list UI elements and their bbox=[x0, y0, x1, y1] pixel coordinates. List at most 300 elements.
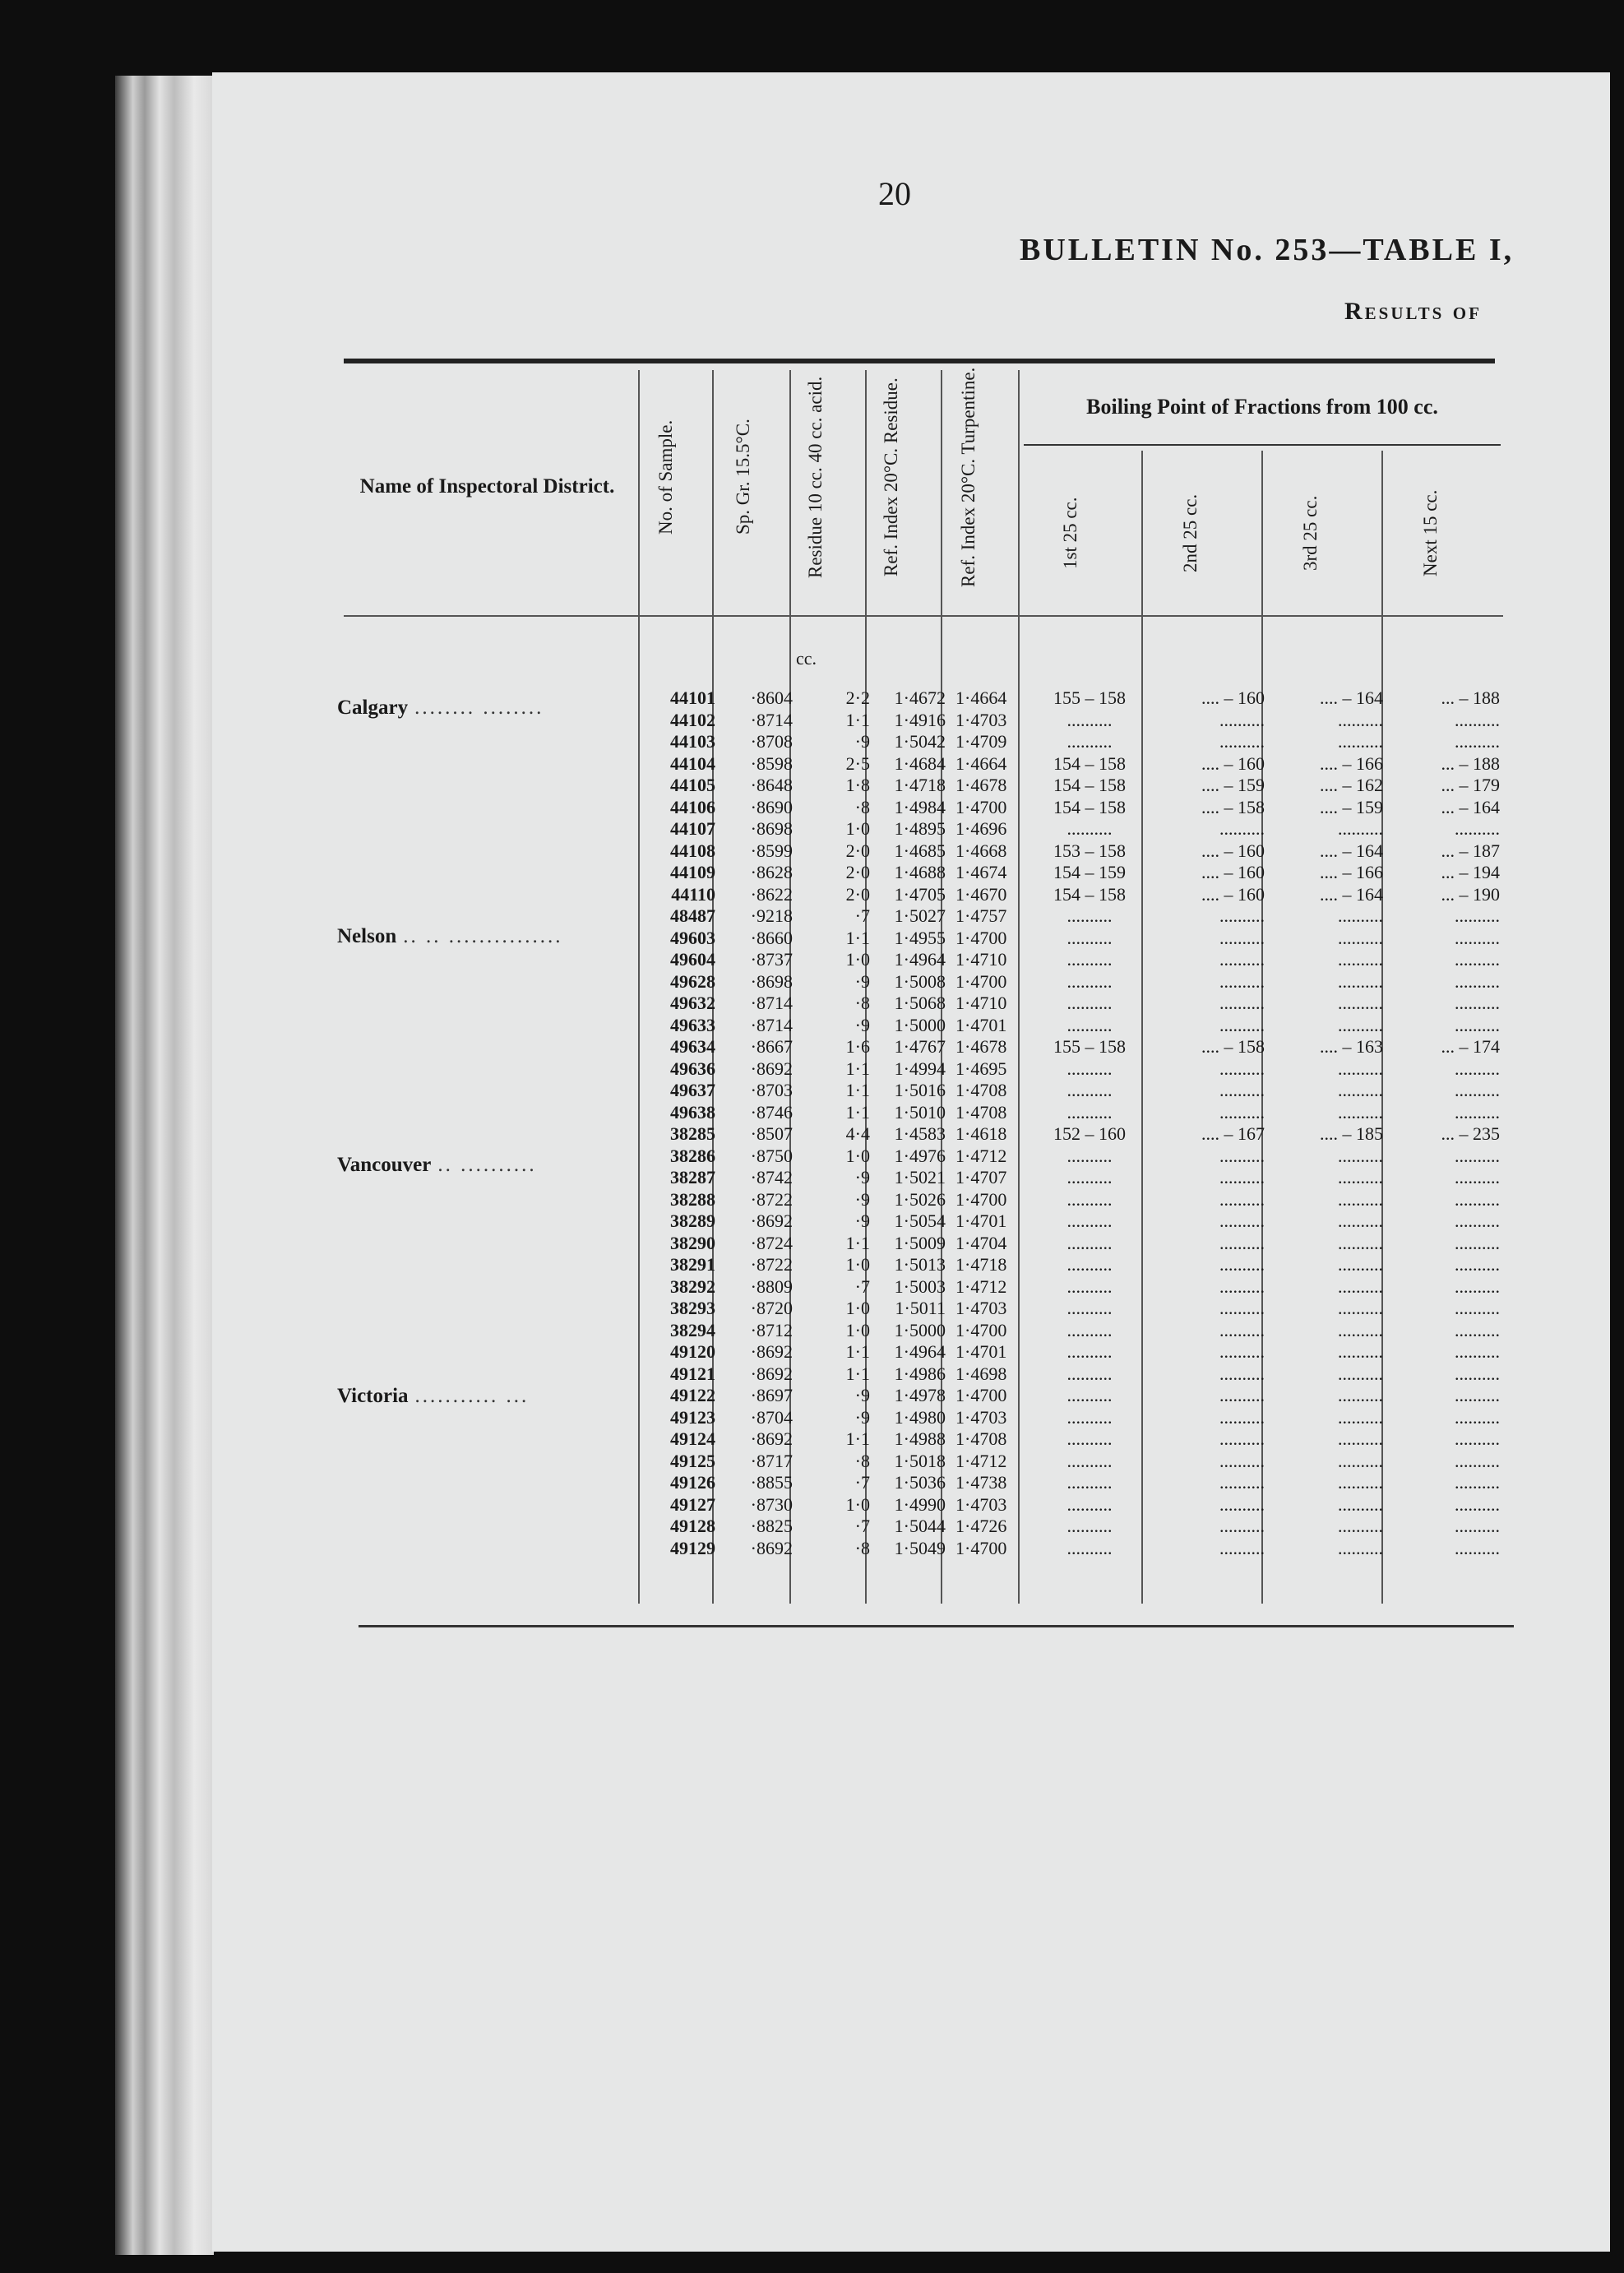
cell-ref-index-turpentine: 1·4708 bbox=[955, 1080, 1007, 1100]
cell-sp-gr: ·8704 bbox=[750, 1406, 793, 1428]
cell-frac2: .... – 158 bbox=[1201, 796, 1265, 817]
header-ref-index-turpentine: Ref. Index 20°C. Turpentine. bbox=[958, 367, 979, 587]
cell-sample-no: 38288 bbox=[670, 1188, 715, 1210]
cell-sample-no: 38294 bbox=[670, 1319, 715, 1340]
cell-frac3: .......... bbox=[1338, 1472, 1383, 1493]
cell-residue: 2·0 bbox=[845, 862, 870, 882]
cell-frac4: .......... bbox=[1455, 1232, 1500, 1253]
cell-frac3: .... – 166 bbox=[1320, 752, 1383, 774]
cell-frac1: .......... bbox=[1066, 1516, 1113, 1536]
cell-frac4: .......... bbox=[1455, 1385, 1500, 1405]
cell-frac2: .... – 160 bbox=[1201, 883, 1265, 905]
cell-frac4: .......... bbox=[1455, 1080, 1500, 1100]
cell-frac3: .......... bbox=[1338, 1537, 1383, 1558]
cell-residue: 1·0 bbox=[845, 1145, 870, 1166]
cell-frac3: .... – 159 bbox=[1320, 796, 1383, 817]
cell-ref-index-residue: 1·5011 bbox=[895, 1298, 946, 1318]
table-row bbox=[646, 928, 1505, 950]
table-row bbox=[646, 1015, 1505, 1037]
cell-sample-no: 49603 bbox=[670, 927, 715, 948]
cell-frac1: .......... bbox=[1066, 1363, 1113, 1384]
table-row bbox=[646, 1385, 1505, 1407]
table-row bbox=[646, 1146, 1505, 1168]
cell-residue: ·9 bbox=[854, 1014, 870, 1035]
cell-ref-index-residue: 1·5068 bbox=[894, 993, 946, 1013]
cell-sample-no: 49126 bbox=[670, 1472, 715, 1493]
table-row bbox=[646, 731, 1505, 753]
cell-ref-index-residue: 1·5021 bbox=[894, 1167, 946, 1187]
cell-sp-gr: ·8712 bbox=[750, 1319, 793, 1340]
table-row bbox=[646, 775, 1505, 797]
cell-ref-index-residue: 1·4964 bbox=[894, 949, 946, 970]
cell-sp-gr: ·8855 bbox=[750, 1472, 793, 1493]
header-frac1: 1st 25 cc. bbox=[1060, 497, 1080, 569]
cell-residue: 1·1 bbox=[845, 1101, 870, 1123]
cell-frac1: .......... bbox=[1066, 1472, 1113, 1493]
cell-ref-index-residue: 1·5036 bbox=[894, 1472, 946, 1493]
cell-ref-index-residue: 1·5049 bbox=[894, 1537, 946, 1558]
table-row bbox=[646, 1080, 1505, 1102]
cell-sample-no: 49633 bbox=[670, 1014, 715, 1035]
cell-frac4: .......... bbox=[1455, 1145, 1500, 1166]
cell-ref-index-residue: 1·5044 bbox=[894, 1516, 946, 1536]
cell-frac2: .......... bbox=[1219, 905, 1265, 926]
cell-frac1: .......... bbox=[1066, 1101, 1113, 1123]
cell-frac3: .......... bbox=[1338, 993, 1383, 1013]
cell-frac3: .... – 185 bbox=[1320, 1123, 1383, 1144]
cell-residue: 1·0 bbox=[845, 949, 870, 970]
page-number: 20 bbox=[878, 175, 911, 212]
cell-frac4: .......... bbox=[1455, 1428, 1500, 1449]
cell-frac2: .... – 160 bbox=[1201, 752, 1265, 774]
cell-frac2: .......... bbox=[1219, 949, 1265, 970]
cell-residue: 1·0 bbox=[845, 1298, 870, 1318]
cell-ref-index-residue: 1·4583 bbox=[894, 1123, 946, 1144]
cell-frac1: .......... bbox=[1066, 709, 1113, 730]
cell-sample-no: 38289 bbox=[670, 1211, 715, 1231]
cell-frac1: .......... bbox=[1066, 1254, 1113, 1275]
cell-frac2: .......... bbox=[1219, 1516, 1265, 1536]
cell-ref-index-turpentine: 1·4700 bbox=[955, 970, 1007, 992]
table-row bbox=[646, 949, 1505, 971]
cell-ref-index-turpentine: 1·4696 bbox=[955, 818, 1007, 839]
cell-frac1: .......... bbox=[1066, 970, 1113, 992]
cell-sample-no: 49638 bbox=[670, 1101, 715, 1123]
cell-frac2: .......... bbox=[1219, 993, 1265, 1013]
cell-ref-index-turpentine: 1·4674 bbox=[955, 862, 1007, 882]
residue-unit: cc. bbox=[796, 648, 817, 669]
cell-sp-gr: ·8703 bbox=[750, 1080, 793, 1100]
cell-frac3: .......... bbox=[1338, 1406, 1383, 1428]
cell-frac1: .......... bbox=[1066, 1493, 1113, 1515]
cell-frac2: .......... bbox=[1219, 1385, 1265, 1405]
bulletin-title: BULLETIN No. 253—TABLE I, bbox=[1020, 233, 1515, 267]
cell-frac2: .... – 160 bbox=[1201, 687, 1265, 708]
cell-ref-index-residue: 1·5009 bbox=[894, 1232, 946, 1253]
cell-ref-index-residue: 1·4705 bbox=[894, 883, 946, 905]
cell-residue: ·8 bbox=[854, 1537, 870, 1558]
cell-frac2: .... – 160 bbox=[1201, 862, 1265, 882]
cell-sample-no: 44101 bbox=[670, 687, 715, 708]
cell-residue: ·9 bbox=[854, 1385, 870, 1405]
cell-frac2: .......... bbox=[1219, 970, 1265, 992]
cell-frac2: .... – 160 bbox=[1201, 840, 1265, 861]
cell-sp-gr: ·8722 bbox=[750, 1188, 793, 1210]
cell-ref-index-residue: 1·4978 bbox=[894, 1385, 946, 1405]
cell-frac4: .......... bbox=[1455, 1188, 1500, 1210]
cell-frac1: .......... bbox=[1066, 1058, 1113, 1079]
cell-sample-no: 49637 bbox=[670, 1080, 715, 1100]
district-calgary: Calgary ........ ........ bbox=[337, 697, 544, 719]
cell-ref-index-turpentine: 1·4664 bbox=[955, 752, 1007, 774]
cell-residue: 1·1 bbox=[845, 1363, 870, 1384]
cell-frac2: .......... bbox=[1219, 1319, 1265, 1340]
cell-frac1: .......... bbox=[1066, 1145, 1113, 1166]
cell-sample-no: 38293 bbox=[670, 1298, 715, 1318]
cell-ref-index-residue: 1·5026 bbox=[894, 1188, 946, 1210]
cell-sp-gr: ·8598 bbox=[750, 752, 793, 774]
header-frac2: 2nd 25 cc. bbox=[1180, 493, 1201, 572]
cell-sample-no: 44105 bbox=[670, 775, 715, 795]
cell-ref-index-turpentine: 1·4701 bbox=[955, 1014, 1007, 1035]
cell-ref-index-residue: 1·4984 bbox=[894, 796, 946, 817]
cell-frac4: ... – 188 bbox=[1441, 687, 1500, 708]
cell-frac3: .......... bbox=[1338, 1493, 1383, 1515]
cell-ref-index-turpentine: 1·4678 bbox=[955, 775, 1007, 795]
cell-frac3: .......... bbox=[1338, 1319, 1383, 1340]
cell-frac1: 154 – 158 bbox=[1053, 752, 1126, 774]
cell-sp-gr: ·8724 bbox=[750, 1232, 793, 1253]
cell-frac1: .......... bbox=[1066, 1385, 1113, 1405]
cell-frac1: .......... bbox=[1066, 1341, 1113, 1362]
cell-sample-no: 38287 bbox=[670, 1167, 715, 1187]
cell-frac1: .......... bbox=[1066, 1014, 1113, 1035]
table-row bbox=[646, 797, 1505, 819]
cell-ref-index-turpentine: 1·4704 bbox=[955, 1232, 1007, 1253]
cell-sample-no: 44103 bbox=[670, 731, 715, 752]
cell-sample-no: 49125 bbox=[670, 1450, 715, 1471]
header-sample-no: No. of Sample. bbox=[655, 419, 676, 535]
header-residue: Residue 10 cc. 40 cc. acid. bbox=[805, 376, 826, 578]
cell-sp-gr: ·8720 bbox=[750, 1298, 793, 1318]
cell-frac2: .......... bbox=[1219, 1493, 1265, 1515]
cell-frac1: .......... bbox=[1066, 1211, 1113, 1231]
cell-sample-no: 44107 bbox=[670, 818, 715, 839]
table-row bbox=[646, 1211, 1505, 1233]
cell-residue: 1·1 bbox=[845, 1341, 870, 1362]
cell-frac4: .......... bbox=[1455, 1363, 1500, 1384]
table-row bbox=[646, 1538, 1505, 1560]
cell-ref-index-residue: 1·5008 bbox=[894, 970, 946, 992]
cell-ref-index-turpentine: 1·4700 bbox=[955, 796, 1007, 817]
table-row bbox=[646, 1320, 1505, 1342]
cell-frac1: .......... bbox=[1066, 1275, 1113, 1297]
cell-ref-index-turpentine: 1·4712 bbox=[955, 1275, 1007, 1297]
cell-residue: 1·1 bbox=[845, 1428, 870, 1449]
cell-sample-no: 49604 bbox=[670, 949, 715, 970]
cell-residue: ·9 bbox=[854, 1211, 870, 1231]
cell-frac4: .......... bbox=[1455, 1275, 1500, 1297]
cell-frac2: .... – 159 bbox=[1201, 775, 1265, 795]
cell-sp-gr: ·8730 bbox=[750, 1493, 793, 1515]
cell-ref-index-turpentine: 1·4678 bbox=[955, 1036, 1007, 1057]
cell-frac4: .......... bbox=[1455, 1406, 1500, 1428]
cell-frac2: .......... bbox=[1219, 1363, 1265, 1384]
cell-frac2: .......... bbox=[1219, 731, 1265, 752]
cell-frac1: .......... bbox=[1066, 1080, 1113, 1100]
cell-frac1: 154 – 158 bbox=[1053, 775, 1126, 795]
cell-residue: 1·1 bbox=[845, 1058, 870, 1079]
cell-ref-index-residue: 1·4986 bbox=[894, 1363, 946, 1384]
cell-residue: 1·8 bbox=[845, 775, 870, 795]
cell-frac4: .......... bbox=[1455, 970, 1500, 992]
cell-sp-gr: ·8708 bbox=[750, 731, 793, 752]
cell-ref-index-residue: 1·4994 bbox=[894, 1058, 946, 1079]
cell-frac3: .......... bbox=[1338, 927, 1383, 948]
cell-frac3: .......... bbox=[1338, 1298, 1383, 1318]
cell-frac3: .......... bbox=[1338, 905, 1383, 926]
cell-ref-index-turpentine: 1·4708 bbox=[955, 1101, 1007, 1123]
cell-residue: 1·6 bbox=[845, 1036, 870, 1057]
cell-ref-index-turpentine: 1·4701 bbox=[955, 1341, 1007, 1362]
table-row bbox=[646, 862, 1505, 884]
cell-sample-no: 38290 bbox=[670, 1232, 715, 1253]
cell-ref-index-residue: 1·4684 bbox=[894, 752, 946, 774]
cell-frac3: .......... bbox=[1338, 1516, 1383, 1536]
book-spine bbox=[115, 76, 214, 2255]
cell-ref-index-residue: 1·5000 bbox=[894, 1014, 946, 1035]
cell-frac1: 152 – 160 bbox=[1053, 1123, 1126, 1144]
cell-ref-index-turpentine: 1·4703 bbox=[955, 1298, 1007, 1318]
cell-frac1: .......... bbox=[1066, 1188, 1113, 1210]
cell-sp-gr: ·8697 bbox=[750, 1385, 793, 1405]
cell-sp-gr: ·8692 bbox=[750, 1211, 793, 1231]
cell-frac3: .......... bbox=[1338, 1450, 1383, 1471]
header-district: Name of Inspectoral District. bbox=[359, 475, 615, 498]
cell-sample-no: 49636 bbox=[670, 1058, 715, 1079]
cell-sp-gr: ·8714 bbox=[750, 993, 793, 1013]
table-row bbox=[646, 1036, 1505, 1058]
cell-sample-no: 44108 bbox=[670, 840, 715, 861]
cell-sp-gr: ·8722 bbox=[750, 1254, 793, 1275]
cell-ref-index-residue: 1·5027 bbox=[894, 905, 946, 926]
cell-ref-index-turpentine: 1·4703 bbox=[955, 1406, 1007, 1428]
cell-residue: ·8 bbox=[854, 796, 870, 817]
district-vancouver: Vancouver .. .......... bbox=[337, 1154, 537, 1176]
cell-sp-gr: ·8698 bbox=[750, 818, 793, 839]
cell-frac2: .......... bbox=[1219, 709, 1265, 730]
cell-ref-index-residue: 1·5010 bbox=[894, 1101, 946, 1123]
cell-sp-gr: ·8737 bbox=[750, 949, 793, 970]
cell-frac4: ... – 235 bbox=[1441, 1123, 1500, 1144]
cell-ref-index-turpentine: 1·4698 bbox=[955, 1363, 1007, 1384]
cell-ref-index-residue: 1·4672 bbox=[894, 687, 946, 708]
header-sp-gr: Sp. Gr. 15.5°C. bbox=[733, 419, 753, 535]
cell-frac4: .......... bbox=[1455, 927, 1500, 948]
cell-frac4: ... – 194 bbox=[1441, 862, 1500, 882]
cell-frac2: .......... bbox=[1219, 1406, 1265, 1428]
table-row bbox=[646, 1102, 1505, 1124]
table-row bbox=[646, 1276, 1505, 1299]
cell-frac3: .......... bbox=[1338, 1058, 1383, 1079]
cell-frac3: .......... bbox=[1338, 1101, 1383, 1123]
cell-ref-index-turpentine: 1·4712 bbox=[955, 1450, 1007, 1471]
cell-frac2: .......... bbox=[1219, 1428, 1265, 1449]
cell-sp-gr: ·8714 bbox=[750, 1014, 793, 1035]
table-row bbox=[646, 1516, 1505, 1538]
cell-frac2: .......... bbox=[1219, 1014, 1265, 1035]
cell-frac3: .... – 162 bbox=[1320, 775, 1383, 795]
cell-frac4: .......... bbox=[1455, 1014, 1500, 1035]
cell-frac2: .......... bbox=[1219, 1537, 1265, 1558]
cell-residue: 2·0 bbox=[845, 883, 870, 905]
cell-sample-no: 49127 bbox=[670, 1493, 715, 1515]
cell-frac4: .......... bbox=[1455, 949, 1500, 970]
cell-ref-index-turpentine: 1·4700 bbox=[955, 1319, 1007, 1340]
cell-sample-no: 49124 bbox=[670, 1428, 715, 1449]
cell-frac1: 155 – 158 bbox=[1053, 687, 1126, 708]
cell-sample-no: 38292 bbox=[670, 1275, 715, 1297]
cell-frac1: .......... bbox=[1066, 1537, 1113, 1558]
cell-ref-index-residue: 1·4976 bbox=[894, 1145, 946, 1166]
cell-sample-no: 44104 bbox=[670, 752, 715, 774]
cell-frac2: .... – 167 bbox=[1201, 1123, 1265, 1144]
cell-ref-index-turpentine: 1·4695 bbox=[955, 1058, 1007, 1079]
cell-frac2: .......... bbox=[1219, 1211, 1265, 1231]
cell-frac3: .......... bbox=[1338, 970, 1383, 992]
table-row bbox=[646, 1428, 1505, 1451]
cell-frac1: 154 – 159 bbox=[1053, 862, 1126, 882]
cell-frac1: .......... bbox=[1066, 993, 1113, 1013]
cell-ref-index-residue: 1·4980 bbox=[894, 1406, 946, 1428]
table-row bbox=[646, 710, 1505, 732]
cell-ref-index-turpentine: 1·4709 bbox=[955, 731, 1007, 752]
cell-frac3: .......... bbox=[1338, 731, 1383, 752]
cell-residue: ·9 bbox=[854, 970, 870, 992]
table-row bbox=[646, 1472, 1505, 1494]
cell-frac1: .......... bbox=[1066, 731, 1113, 752]
cell-sp-gr: ·8746 bbox=[750, 1101, 793, 1123]
cell-ref-index-turpentine: 1·4700 bbox=[955, 1188, 1007, 1210]
table-row bbox=[646, 1451, 1505, 1473]
cell-ref-index-turpentine: 1·4668 bbox=[955, 840, 1007, 861]
cell-frac3: .......... bbox=[1338, 1188, 1383, 1210]
table-row bbox=[646, 1167, 1505, 1189]
header-frac3: 3rd 25 cc. bbox=[1300, 495, 1321, 571]
cell-residue: ·8 bbox=[854, 1450, 870, 1471]
cell-frac3: .......... bbox=[1338, 1232, 1383, 1253]
cell-sp-gr: ·8809 bbox=[750, 1275, 793, 1297]
cell-ref-index-residue: 1·5016 bbox=[894, 1080, 946, 1100]
cell-sp-gr: ·8825 bbox=[750, 1516, 793, 1536]
cell-residue: 2·0 bbox=[845, 840, 870, 861]
cell-frac1: .......... bbox=[1066, 1450, 1113, 1471]
cell-frac4: ... – 174 bbox=[1441, 1036, 1500, 1057]
cell-sample-no: 49121 bbox=[670, 1363, 715, 1384]
bottom-rule bbox=[359, 1625, 1514, 1627]
cell-frac4: .......... bbox=[1455, 1516, 1500, 1536]
cell-frac3: .... – 166 bbox=[1320, 862, 1383, 882]
cell-ref-index-residue: 1·5054 bbox=[894, 1211, 946, 1231]
cell-ref-index-residue: 1·4685 bbox=[894, 840, 946, 861]
cell-ref-index-turpentine: 1·4703 bbox=[955, 1493, 1007, 1515]
cell-ref-index-residue: 1·4688 bbox=[894, 862, 946, 882]
cell-sample-no: 49634 bbox=[670, 1036, 715, 1057]
cell-ref-index-turpentine: 1·4618 bbox=[955, 1123, 1007, 1144]
table-row bbox=[646, 687, 1505, 710]
cell-frac4: ... – 188 bbox=[1441, 752, 1500, 774]
cell-frac2: .......... bbox=[1219, 1145, 1265, 1166]
cell-residue: ·7 bbox=[854, 905, 870, 926]
table-row bbox=[646, 840, 1505, 863]
cell-ref-index-residue: 1·4718 bbox=[894, 775, 946, 795]
cell-sp-gr: ·8750 bbox=[750, 1145, 793, 1166]
cell-frac4: .......... bbox=[1455, 1101, 1500, 1123]
cell-residue: 1·1 bbox=[845, 1232, 870, 1253]
cell-frac3: .......... bbox=[1338, 1211, 1383, 1231]
cell-frac2: .......... bbox=[1219, 1232, 1265, 1253]
cell-frac3: .......... bbox=[1338, 1254, 1383, 1275]
cell-frac4: .......... bbox=[1455, 1211, 1500, 1231]
cell-frac3: .......... bbox=[1338, 1428, 1383, 1449]
cell-frac4: ... – 179 bbox=[1441, 775, 1500, 795]
cell-frac4: .......... bbox=[1455, 905, 1500, 926]
cell-ref-index-residue: 1·4964 bbox=[894, 1341, 946, 1362]
cell-sample-no: 49128 bbox=[670, 1516, 715, 1536]
table-row bbox=[646, 1254, 1505, 1276]
cell-frac2: .......... bbox=[1219, 1472, 1265, 1493]
cell-frac1: .......... bbox=[1066, 949, 1113, 970]
cell-frac1: .......... bbox=[1066, 1232, 1113, 1253]
cell-frac2: .......... bbox=[1219, 927, 1265, 948]
cell-residue: ·7 bbox=[854, 1275, 870, 1297]
cell-sp-gr: ·8714 bbox=[750, 709, 793, 730]
cell-frac4: .......... bbox=[1455, 731, 1500, 752]
cell-frac3: .... – 164 bbox=[1320, 687, 1383, 708]
cell-frac3: .......... bbox=[1338, 1275, 1383, 1297]
cell-ref-index-residue: 1·4988 bbox=[894, 1428, 946, 1449]
cell-ref-index-residue: 1·5018 bbox=[894, 1450, 946, 1471]
cell-residue: 1·0 bbox=[845, 1254, 870, 1275]
cell-frac3: .......... bbox=[1338, 1167, 1383, 1187]
cell-sp-gr: ·8742 bbox=[750, 1167, 793, 1187]
cell-frac4: .......... bbox=[1455, 818, 1500, 839]
cell-sp-gr: ·8507 bbox=[750, 1123, 793, 1144]
cell-frac3: .......... bbox=[1338, 1385, 1383, 1405]
cell-ref-index-turpentine: 1·4700 bbox=[955, 1385, 1007, 1405]
results-table bbox=[646, 687, 1505, 1559]
cell-frac2: .......... bbox=[1219, 1058, 1265, 1079]
cell-sp-gr: ·8690 bbox=[750, 796, 793, 817]
cell-frac1: 153 – 158 bbox=[1053, 840, 1126, 861]
col-divider bbox=[638, 370, 640, 1604]
cell-sp-gr: ·8692 bbox=[750, 1363, 793, 1384]
cell-frac4: .......... bbox=[1455, 1450, 1500, 1471]
cell-residue: ·9 bbox=[854, 1188, 870, 1210]
district-nelson: Nelson .. .. ............... bbox=[337, 925, 563, 947]
cell-frac4: .......... bbox=[1455, 709, 1500, 730]
cell-ref-index-turpentine: 1·4707 bbox=[955, 1167, 1007, 1187]
cell-frac1: .......... bbox=[1066, 927, 1113, 948]
cell-sp-gr: ·8604 bbox=[750, 687, 793, 708]
table-row bbox=[646, 1189, 1505, 1211]
table-row bbox=[646, 1494, 1505, 1516]
cell-frac3: .... – 164 bbox=[1320, 883, 1383, 905]
cell-sample-no: 44109 bbox=[670, 862, 715, 882]
table-row bbox=[646, 818, 1505, 840]
cell-residue: 1·1 bbox=[845, 927, 870, 948]
cell-frac1: 155 – 158 bbox=[1053, 1036, 1126, 1057]
